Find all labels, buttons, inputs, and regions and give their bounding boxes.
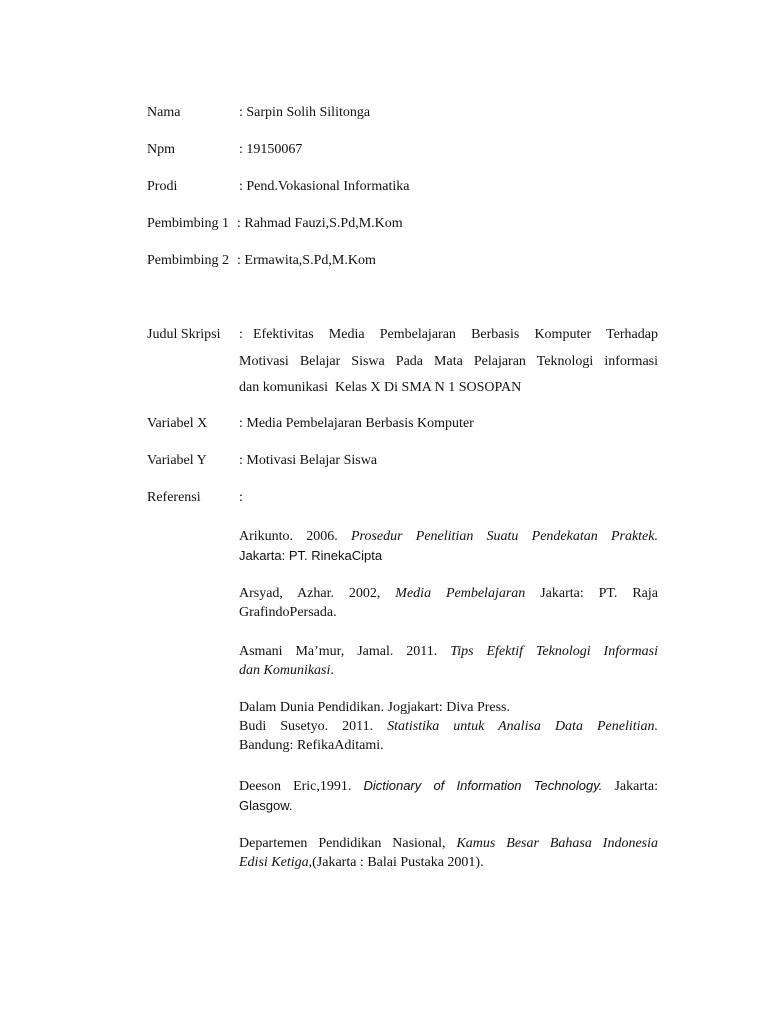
ref4-line-1: Dalam Dunia Pendidikan. Jogjakart: Diva Press.: [239, 700, 511, 715]
judul-line-1: Efektivitas Media Pembelajaran Berbasis Komputer Terhadap: [253, 327, 658, 342]
ref4-title: Statistika untuk Analisa Data Penelitian.: [387, 719, 659, 734]
ref6-title-cont: Edisi Ketiga: [239, 855, 309, 870]
judul-text: [239, 322, 658, 402]
reference-item-6: [239, 834, 658, 872]
pembimbing2-label: Pembimbing 2: [147, 253, 230, 268]
ref3-author: Asmani Ma’mur, Jamal. 2011.: [239, 644, 451, 659]
ref1-publisher: Jakarta: PT. RinekaCipta: [239, 548, 383, 563]
reference-item-3: [239, 642, 658, 680]
ref3-title: Tips Efektif Teknologi Informasi: [450, 644, 658, 659]
ref3-end: .: [330, 663, 334, 678]
ref1-title: Prosedur Penelitian Suatu Pendekatan Praktek.: [350, 529, 658, 544]
judul-line-3: dan komunikasi Kelas X Di SMA N 1 SOSOPAN: [239, 380, 522, 395]
judul-label: Judul Skripsi: [147, 327, 221, 342]
npm-value: : 19150067: [239, 142, 303, 157]
referensi-label: Referensi: [147, 490, 201, 505]
judul-line-2: Motivasi Belajar Siswa Pada Mata Pelajaran Teknologi informasi: [239, 353, 658, 369]
prodi-value: : Pend.Vokasional Informatika: [239, 179, 410, 194]
reference-item-2: [239, 584, 658, 622]
pembimbing1-label: Pembimbing 1: [147, 216, 230, 231]
ref2-title: Media Pembelajaran: [395, 586, 526, 601]
nama-label: Nama: [147, 105, 181, 120]
ref5-title: Dictionary of Information Technology.: [363, 778, 603, 793]
ref6-title: Kamus Besar Bahasa Indonesia: [456, 836, 658, 851]
judul-colon: :: [239, 327, 243, 342]
ref2-place: Jakarta: PT. Raja: [525, 586, 658, 601]
ref1-author: Arikunto. 2006.: [239, 529, 351, 544]
ref2-publisher: GrafindoPersada.: [239, 605, 337, 620]
pembimbing1-value: : Rahmad Fauzi,S.Pd,M.Kom: [237, 216, 403, 231]
ref2-author: Arsyad, Azhar. 2002,: [239, 586, 396, 601]
variabel-y-value: : Motivasi Belajar Siswa: [239, 453, 378, 468]
ref3-title-cont: dan Komunikasi: [239, 663, 331, 678]
variabel-y-label: Variabel Y: [147, 453, 207, 468]
prodi-label: Prodi: [147, 179, 178, 194]
ref4-author: Budi Susetyo. 2011.: [239, 719, 388, 734]
reference-item-1: [239, 527, 658, 565]
pembimbing2-value: : Ermawita,S.Pd,M.Kom: [237, 253, 376, 268]
referensi-colon: :: [239, 490, 243, 505]
ref5-place: Jakarta:: [602, 779, 659, 794]
ref4-publisher: Bandung: RefikaAditami.: [239, 738, 384, 753]
ref5-publisher: Glasgow.: [239, 798, 293, 813]
npm-label: Npm: [147, 142, 175, 157]
reference-item-5: [239, 776, 658, 815]
ref6-author: Departemen Pendidikan Nasional,: [239, 836, 457, 851]
nama-value: : Sarpin Solih Silitonga: [239, 105, 371, 120]
variabel-x-value: : Media Pembelajaran Berbasis Komputer: [239, 416, 474, 431]
reference-item-4: [239, 698, 658, 755]
variabel-x-label: Variabel X: [147, 416, 208, 431]
ref5-author: Deeson Eric,1991.: [239, 779, 364, 794]
ref6-publisher: ,(Jakarta : Balai Pustaka 2001).: [308, 855, 484, 870]
